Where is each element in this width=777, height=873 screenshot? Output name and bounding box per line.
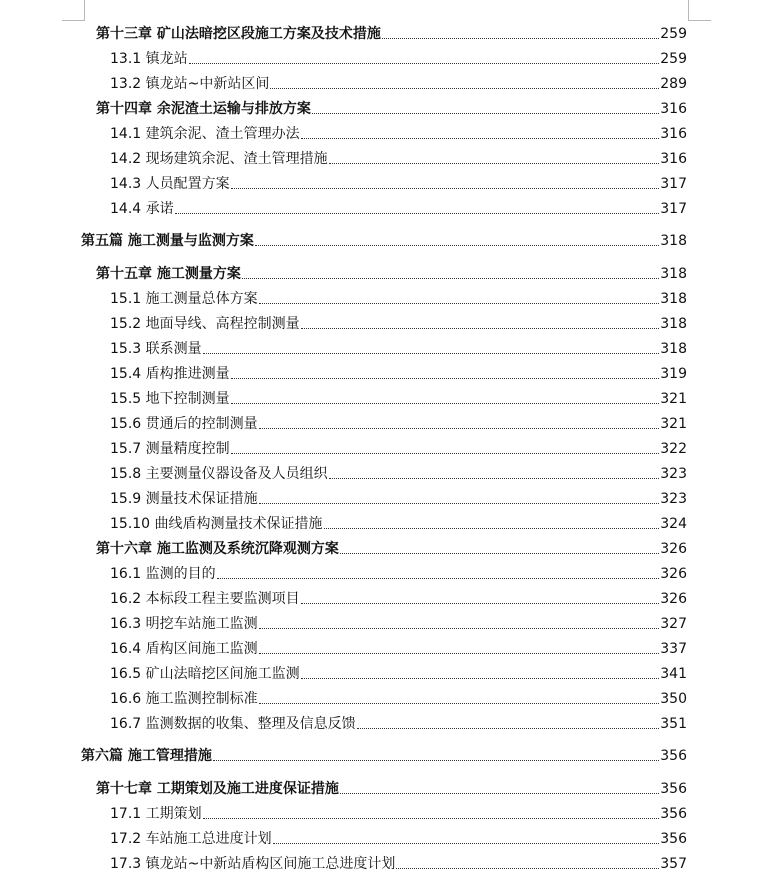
toc-section-entry[interactable] [110,46,687,68]
toc-section-entry[interactable] [110,851,687,873]
toc-page-number: 259 [660,51,687,67]
toc-dot-leader [340,553,659,554]
toc-section-entry[interactable] [110,121,687,143]
toc-entry-title: 16.6 施工监测控制标准 [110,691,258,707]
toc-entry-title: 15.4 盾构推进测量 [110,366,230,382]
toc-page-number: 350 [660,691,687,707]
toc-page-number: 356 [660,831,687,847]
toc-chapter-entry[interactable] [96,536,687,558]
toc-page-number: 341 [660,666,687,682]
toc-entry-title: 13.1 镇龙站 [110,51,188,67]
toc-entry-title: 第十五章 施工测量方案 [96,266,241,282]
toc-section-entry[interactable] [110,686,687,708]
toc-entry-title: 16.7 监测数据的收集、整理及信息反馈 [110,716,356,732]
toc-page-number: 323 [660,491,687,507]
toc-entry-title: 第十六章 施工监测及系统沉降观测方案 [96,541,339,557]
toc-entry-title: 第六篇 施工管理措施 [81,748,212,764]
toc-entry-title: 第十七章 工期策划及施工进度保证措施 [96,781,339,797]
toc-dot-leader [382,38,659,39]
toc-page-number: 317 [660,176,687,192]
toc-section-entry[interactable] [110,196,687,218]
toc-page-number: 324 [660,516,687,532]
toc-dot-leader [231,403,660,404]
toc-section-entry[interactable] [110,411,687,433]
toc-entry-title: 16.2 本标段工程主要监测项目 [110,591,300,607]
toc-dot-leader [213,760,659,761]
toc-entry-title: 15.8 主要测量仪器设备及人员组织 [110,466,328,482]
toc-entry-title: 14.2 现场建筑余泥、渣土管理措施 [110,151,328,167]
toc-page-number: 357 [660,856,687,872]
toc-dot-leader [301,678,660,679]
toc-entry-title: 14.1 建筑余泥、渣土管理办法 [110,126,300,142]
toc-section-entry[interactable] [110,286,687,308]
toc-entry-title: 16.1 监测的目的 [110,566,216,582]
toc-dot-leader [324,528,660,529]
toc-entry-title: 17.3 镇龙站~中新站盾构区间施工总进度计划 [110,856,396,872]
toc-section-entry[interactable] [110,611,687,633]
toc-page-number: 321 [660,416,687,432]
toc-page-number: 319 [660,366,687,382]
toc-dot-leader [396,868,659,869]
toc-dot-leader [259,303,660,304]
toc-dot-leader [217,578,660,579]
toc-dot-leader [189,63,660,64]
toc-section-entry[interactable] [110,826,687,848]
toc-page-number: 318 [660,291,687,307]
toc-dot-leader [231,453,660,454]
toc-section-entry[interactable] [110,801,687,823]
toc-entry-title: 第五篇 施工测量与监测方案 [81,233,254,249]
toc-dot-leader [301,138,660,139]
toc-dot-leader [203,818,660,819]
toc-entry-title: 14.3 人员配置方案 [110,176,230,192]
toc-entry-title: 15.5 地下控制测量 [110,391,230,407]
toc-dot-leader [329,478,660,479]
toc-dot-leader [301,603,660,604]
toc-entry-title: 16.5 矿山法暗挖区间施工监测 [110,666,300,682]
toc-entry-title: 15.3 联系测量 [110,341,202,357]
toc-entry-title: 15.1 施工测量总体方案 [110,291,258,307]
toc-section-entry[interactable] [110,636,687,658]
toc-chapter-entry[interactable] [96,96,687,118]
toc-dot-leader [270,88,659,89]
toc-page-number: 356 [660,806,687,822]
toc-chapter-entry[interactable] [96,776,687,798]
toc-page-number: 321 [660,391,687,407]
toc-page-number: 326 [660,566,687,582]
toc-dot-leader [255,245,659,246]
toc-dot-leader [312,113,659,114]
toc-dot-leader [231,378,660,379]
toc-entry-title: 15.9 测量技术保证措施 [110,491,258,507]
toc-dot-leader [259,653,660,654]
toc-section-entry[interactable] [110,561,687,583]
toc-page-number: 337 [660,641,687,657]
toc-dot-leader [273,843,660,844]
toc-page-number: 318 [660,266,687,282]
toc-entry-title: 15.10 曲线盾构测量技术保证措施 [110,516,323,532]
toc-dot-leader [259,503,660,504]
toc-entry-title: 16.4 盾构区间施工监测 [110,641,258,657]
toc-page-number: 327 [660,616,687,632]
toc-dot-leader [301,328,660,329]
toc-section-entry[interactable] [110,711,687,733]
toc-section-entry[interactable] [110,511,687,533]
toc-page-number: 259 [660,26,687,42]
toc-entry-title: 15.7 测量精度控制 [110,441,230,457]
toc-section-entry[interactable] [110,361,687,383]
toc-page-number: 316 [660,101,687,117]
toc-section-entry[interactable] [110,71,687,93]
toc-section-entry[interactable] [110,486,687,508]
toc-dot-leader [203,353,660,354]
toc-entry-title: 13.2 镇龙站~中新站区间 [110,76,270,92]
toc-entry-title: 14.4 承诺 [110,201,174,217]
toc-dot-leader [340,793,659,794]
toc-page-number: 356 [660,781,687,797]
toc-page-number: 326 [660,541,687,557]
toc-page-number: 322 [660,441,687,457]
toc-section-entry[interactable] [110,311,687,333]
toc-dot-leader [329,163,660,164]
toc-section-entry[interactable] [110,661,687,683]
toc-section-entry[interactable] [110,336,687,358]
toc-dot-leader [231,188,660,189]
toc-section-entry[interactable] [110,436,687,458]
toc-entry-title: 15.6 贯通后的控制测量 [110,416,258,432]
toc-part-entry[interactable] [81,228,687,250]
crop-mark-left [62,0,85,21]
toc-dot-leader [259,703,660,704]
toc-page-number: 318 [660,341,687,357]
toc-part-entry[interactable] [81,743,687,765]
toc-dot-leader [242,278,659,279]
toc-section-entry[interactable] [110,461,687,483]
toc-dot-leader [175,213,660,214]
toc-dot-leader [259,628,660,629]
toc-page-number: 317 [660,201,687,217]
toc-page-number: 351 [660,716,687,732]
toc-page-number: 356 [660,748,687,764]
toc-page-number: 326 [660,591,687,607]
toc-dot-leader [259,428,660,429]
toc-page-number: 318 [660,233,687,249]
toc-entry-title: 16.3 明挖车站施工监测 [110,616,258,632]
toc-entry-title: 17.2 车站施工总进度计划 [110,831,272,847]
toc-chapter-entry[interactable] [96,21,687,43]
toc-entry-title: 第十四章 余泥渣土运输与排放方案 [96,101,311,117]
toc-page-number: 323 [660,466,687,482]
toc-entry-title: 17.1 工期策划 [110,806,202,822]
toc-section-entry[interactable] [110,146,687,168]
toc-entry-title: 15.2 地面导线、高程控制测量 [110,316,300,332]
toc-page-number: 289 [660,76,687,92]
toc-entry-title: 第十三章 矿山法暗挖区段施工方案及技术措施 [96,26,381,42]
toc-page-number: 316 [660,151,687,167]
toc-page-number: 316 [660,126,687,142]
crop-mark-right [688,0,711,21]
toc-section-entry[interactable] [110,171,687,193]
toc-section-entry[interactable] [110,586,687,608]
toc-dot-leader [357,728,660,729]
toc-page-number: 318 [660,316,687,332]
toc-section-entry[interactable] [110,386,687,408]
toc-chapter-entry[interactable] [96,261,687,283]
